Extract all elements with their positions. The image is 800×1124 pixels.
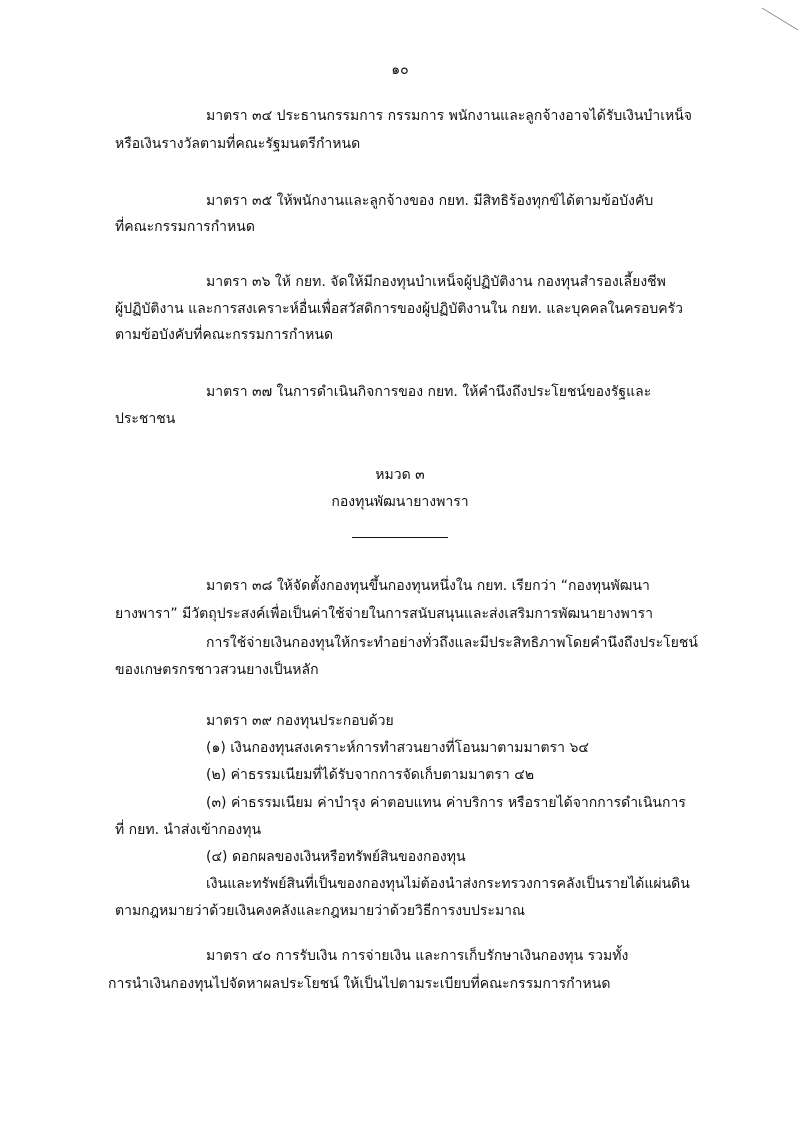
- page-number: ๑๐: [391, 62, 409, 78]
- section-36-line-3: ตามข้อบังคับที่คณะกรรมการกำหนด: [115, 327, 334, 343]
- chapter-title: กองทุนพัฒนายางพารา: [331, 494, 469, 510]
- chapter-divider: [352, 537, 448, 538]
- section-37-line-1: มาตรา ๓๗ ในการดำเนินกิจการของ กยท. ให้คำนึงถึงประโยชน์ของรัฐและ: [206, 384, 652, 400]
- section-39-item-4: (๔) ดอกผลของเงินหรือทรัพย์สินของกองทุน: [206, 849, 466, 865]
- section-39-item-3-cont: ที่ กยท. นำส่งเข้ากองทุน: [115, 822, 262, 838]
- section-39-item-1: (๑) เงินกองทุนสงเคราะห์การทำสวนยางที่โอนมาตามมาตรา ๖๔: [206, 740, 589, 756]
- section-37-line-2: ประชาชน: [115, 411, 176, 427]
- scan-corner-mark: [760, 0, 800, 40]
- section-40-line-2: การนำเงินกองทุนไปจัดหาผลประโยชน์ ให้เป็นไปตามระเบียบที่คณะกรรมการกำหนด: [108, 976, 611, 992]
- chapter-number: หมวด ๓: [375, 467, 425, 483]
- section-34-line-2: หรือเงินรางวัลตามที่คณะรัฐมนตรีกำหนด: [115, 136, 361, 152]
- section-39-line-1: มาตรา ๓๙ กองทุนประกอบด้วย: [206, 713, 394, 729]
- section-38-line-2: ยางพารา” มีวัตถุประสงค์เพื่อเป็นค่าใช้จ่ายในการสนับสนุนและส่งเสริมการพัฒนายางพารา: [115, 606, 653, 622]
- section-40-line-1: มาตรา ๔๐ การรับเงิน การจ่ายเงิน และการเก็บรักษาเงินกองทุน รวมทั้ง: [206, 948, 629, 964]
- section-36-line-2: ผู้ปฏิบัติงาน และการสงเคราะห์อื่นเพื่อสวัสดิการของผู้ปฏิบัติงานใน กยท. และบุคคลในครอบครัว: [115, 301, 683, 317]
- section-38-line-1: มาตรา ๓๘ ให้จัดตั้งกองทุนขึ้นกองทุนหนึ่งใน กยท. เรียกว่า “กองทุนพัฒนา: [206, 578, 650, 594]
- section-39-note-line-2: ตามกฎหมายว่าด้วยเงินคงคลังและกฎหมายว่าด้วยวิธีการงบประมาณ: [115, 903, 526, 919]
- section-38-line-4: ของเกษตรกรชาวสวนยางเป็นหลัก: [115, 662, 319, 678]
- section-35-line-2: ที่คณะกรรมการกำหนด: [115, 219, 255, 235]
- section-35-line-1: มาตรา ๓๕ ให้พนักงานและลูกจ้างของ กยท. มีสิทธิร้องทุกข์ได้ตามข้อบังคับ: [206, 193, 654, 209]
- section-39-item-3: (๓) ค่าธรรมเนียม ค่าบำรุง ค่าตอบแทน ค่าบริการ หรือรายได้จากการดำเนินการ: [206, 795, 686, 811]
- section-38-line-3: การใช้จ่ายเงินกองทุนให้กระทำอย่างทั่วถึงและมีประสิทธิภาพโดยคำนึงถึงประโยชน์: [206, 635, 698, 651]
- section-39-item-2: (๒) ค่าธรรมเนียมที่ได้รับจากการจัดเก็บตามมาตรา ๔๒: [206, 767, 535, 783]
- section-34-line-1: มาตรา ๓๔ ประธานกรรมการ กรรมการ พนักงานและลูกจ้างอาจได้รับเงินบำเหน็จ: [206, 108, 692, 124]
- section-36-line-1: มาตรา ๓๖ ให้ กยท. จัดให้มีกองทุนบำเหน็จผู้ปฏิบัติงาน กองทุนสำรองเลี้ยงชีพ: [206, 274, 666, 290]
- section-39-note-line-1: เงินและทรัพย์สินที่เป็นของกองทุนไม่ต้องนำส่งกระทรวงการคลังเป็นรายได้แผ่นดิน: [206, 876, 690, 892]
